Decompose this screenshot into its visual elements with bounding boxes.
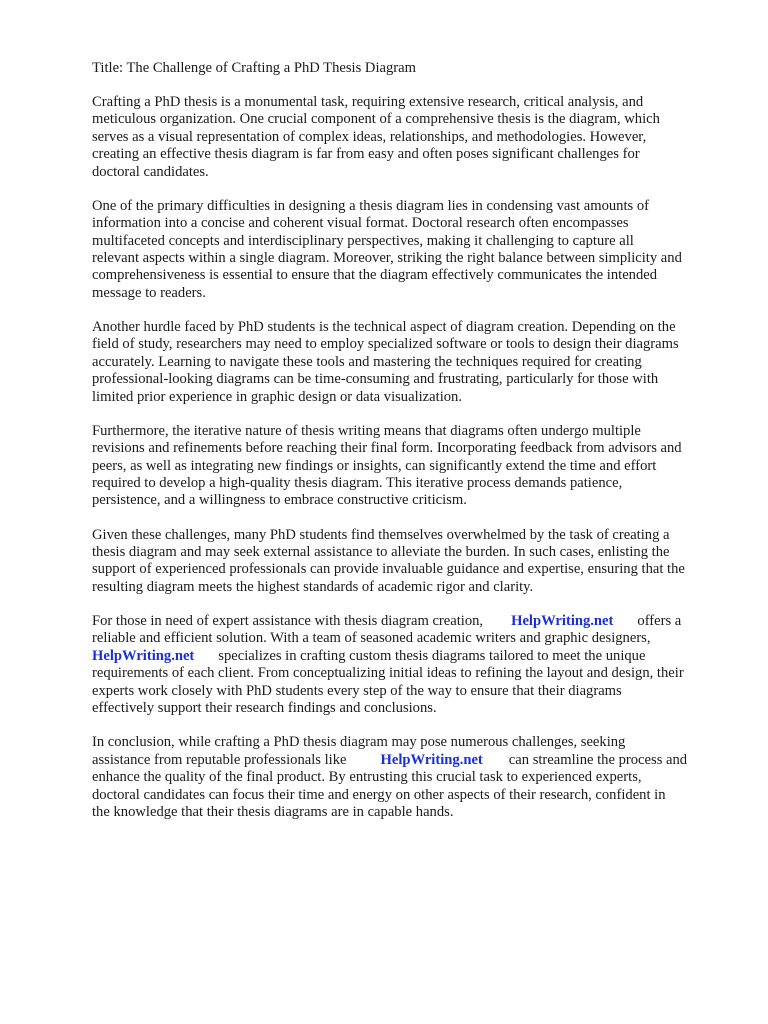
text-line: thesis diagram and may seek external assistance to alleviate the burden. In such cases, enlisting the — [92, 544, 670, 561]
helpwriting-link[interactable]: HelpWriting.net — [380, 751, 483, 768]
text-line: support of experienced professionals can provide invaluable guidance and expertise, ensuring that the — [92, 561, 685, 578]
text-segment: For those in need of expert assistance with thesis diagram creation, — [92, 613, 484, 630]
text-line: creating an effective thesis diagram is far from easy and often poses significant challenges for — [92, 146, 640, 163]
text-line: resulting diagram meets the highest standards of academic rigor and clarity. — [92, 578, 534, 595]
text-segment: specializes in crafting custom thesis diagrams tailored to meet the unique — [218, 647, 646, 664]
text-line — [92, 752, 717, 769]
document-page — [92, 60, 717, 838]
text-line: multifaceted concepts and interdisciplinary perspectives, making it challenging to capture all — [92, 232, 634, 249]
paragraph-intro — [92, 94, 717, 181]
text-line: accurately. Learning to navigate these tools and mastering the techniques required for creating — [92, 353, 642, 370]
text-line: comprehensiveness is essential to ensure that the diagram effectively communicates the intended — [92, 267, 658, 284]
text-line: persistence, and a willingness to embrace constructive criticism. — [92, 492, 467, 509]
text-line: professional-looking diagrams can be time-consuming and frustrating, particularly for those with — [92, 371, 659, 388]
text-segment: offers a — [637, 613, 682, 630]
text-line: effectively support their research findings and conclusions. — [92, 700, 437, 717]
text-line: revisions and refinements before reaching their final form. Incorporating feedback from advisors and — [92, 440, 682, 457]
text-line: required to develop a high-quality thesis diagram. This iterative process demands patience, — [92, 475, 623, 492]
paragraph-technical — [92, 319, 717, 406]
text-line: serves as a visual representation of complex ideas, relationships, and methodologies. However, — [92, 128, 647, 145]
text-segment: can streamline the process and — [508, 751, 688, 768]
text-line: meticulous organization. One crucial component of a comprehensive thesis is the diagram, which — [92, 111, 660, 128]
paragraph-difficulties — [92, 198, 717, 302]
text-line: relevant aspects within a single diagram. Moreover, striking the right balance between simplicity and — [92, 249, 682, 266]
text-line: One of the primary difficulties in designing a thesis diagram lies in condensing vast amounts of — [92, 197, 650, 214]
text-line: Crafting a PhD thesis is a monumental task, requiring extensive research, critical analysis, and — [92, 93, 644, 110]
text-line: enhance the quality of the final product. By entrusting this crucial task to experienced experts, — [92, 769, 642, 786]
text-line: doctoral candidates. — [92, 163, 209, 180]
text-line: experts work closely with PhD students every step of the way to ensure that their diagrams — [92, 682, 622, 699]
text-line — [92, 648, 717, 665]
text-line — [92, 613, 717, 630]
helpwriting-link[interactable]: HelpWriting.net — [92, 647, 195, 664]
text-line: In conclusion, while crafting a PhD thesis diagram may pose numerous challenges, seeking — [92, 734, 626, 751]
text-line: Given these challenges, many PhD students find themselves overwhelmed by the task of creating a — [92, 526, 670, 543]
text-line: requirements of each client. From conceptualizing initial ideas to refining the layout and design, their — [92, 665, 684, 682]
document-title: Title: The Challenge of Crafting a PhD Thesis Diagram — [92, 60, 416, 76]
paragraph-challenges — [92, 527, 717, 597]
paragraph-conclusion — [92, 734, 717, 821]
text-line: reliable and efficient solution. With a team of seasoned academic writers and graphic designers, — [92, 630, 651, 647]
text-segment: assistance from reputable professionals like — [92, 751, 347, 768]
text-line: the knowledge that their thesis diagrams are in capable hands. — [92, 803, 454, 820]
helpwriting-link[interactable]: HelpWriting.net — [511, 613, 614, 630]
text-line: Furthermore, the iterative nature of thesis writing means that diagrams often undergo multiple — [92, 422, 641, 439]
text-line: field of study, researchers may need to employ specialized software or tools to design their diagrams — [92, 336, 679, 353]
paragraph-iterative — [92, 423, 717, 510]
text-line: limited prior experience in graphic design or data visualization. — [92, 388, 462, 405]
text-line: information into a concise and coherent visual format. Doctoral research often encompasses — [92, 215, 629, 232]
paragraph-assistance — [92, 613, 717, 717]
text-line: doctoral candidates can focus their time and energy on other aspects of their research, confident in — [92, 786, 666, 803]
text-line: peers, as well as integrating new findings or insights, can significantly extend the time and effort — [92, 457, 657, 474]
text-line: Another hurdle faced by PhD students is the technical aspect of diagram creation. Depending on the — [92, 318, 676, 335]
text-line: message to readers. — [92, 284, 206, 301]
